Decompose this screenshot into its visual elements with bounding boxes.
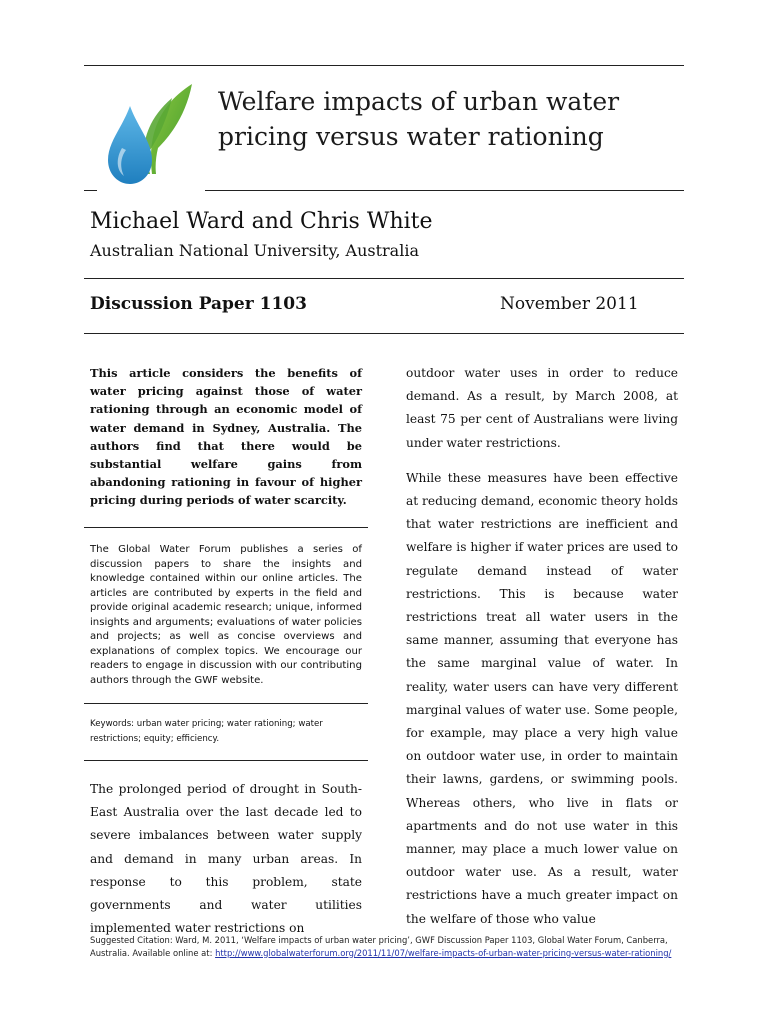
drop-shape <box>108 106 152 184</box>
body-text-right <box>406 362 678 943</box>
title-bottom-rule <box>205 190 684 191</box>
keywords: Keywords: urban water pricing; water rationing; water restrictions; equity; efficiency. <box>90 719 323 744</box>
paper-info-bottom-rule <box>84 333 684 334</box>
keywords-bottom-rule <box>84 760 368 761</box>
citation-text: Suggested Citation: Ward, M. 2011, ‘Welfare impacts of urban water pricing’, GWF Discussion Paper 1103, Global Water Forum, Canberra, Australia. Available online at: <box>90 935 668 958</box>
authors-bottom-rule <box>84 278 684 279</box>
discussion-paper-number: Discussion Paper 1103 <box>90 294 307 314</box>
authors: Michael Ward and Chris White <box>90 209 433 234</box>
affiliation: Australian National University, Australia <box>90 241 419 260</box>
top-rule <box>84 65 684 66</box>
forum-bottom-rule <box>84 703 368 704</box>
forum-note: The Global Water Forum publishes a series of discussion papers to share the insights and knowledge contained within our online articles. The articles are contributed by experts in the field and provide original academic research; unique, informed insights and arguments; evaluations of water policies and projects; as well as concise overviews and explanations of complex topics. We encourage our readers to engage in discussion with our contributing authors through the GWF website. <box>90 544 362 686</box>
body-text-left: The prolonged period of drought in South-East Australia over the last decade led to severe imbalances between water supply and demand in many urban areas. In response to this problem, state governments and water utilities implemented water restrictions on <box>90 782 362 936</box>
citation-link[interactable]: http://www.globalwaterforum.org/2011/11/07/welfare-impacts-of-urban-water-pricing-versus-water-rationing/ <box>215 947 672 958</box>
water-drop-leaf-logo-icon <box>100 78 204 190</box>
body-paragraph: outdoor water uses in order to reduce demand. As a result, by March 2008, at least 75 per cent of Australians were living under water restrictions. <box>406 366 678 450</box>
title-bottom-rule-left <box>84 190 97 191</box>
abstract-bottom-rule <box>84 527 368 528</box>
publication-date: November 2011 <box>500 294 639 314</box>
suggested-citation <box>90 934 680 959</box>
abstract: This article considers the benefits of water pricing against those of water rationing through an economic model of water demand in Sydney, Australia. The authors find that there would be substantial welfare gains from abandoning rationing in favour of higher pricing during periods of water scarcity. <box>90 366 362 508</box>
body-paragraph: While these measures have been effective at reducing demand, economic theory holds that water restrictions are inefficient and welfare is higher if water prices are used to regulate demand instead of water restrictions. This is because water restrictions treat all water users in the same manner, assuming that everyone has the same marginal value of water. In reality, water users can have very different marginal values of water use. Some people, for example, may place a very high value on outdoor water use, in order to maintain their lawns, gardens, or swimming pools. Whereas others, who live in flats or apartments and do not use water in this manner, may place a much lower value on outdoor water use. As a result, water restrictions have a much greater impact on the welfare of those who value <box>406 470 678 926</box>
paper-title: Welfare impacts of urban water pricing versus water rationing <box>218 87 620 151</box>
